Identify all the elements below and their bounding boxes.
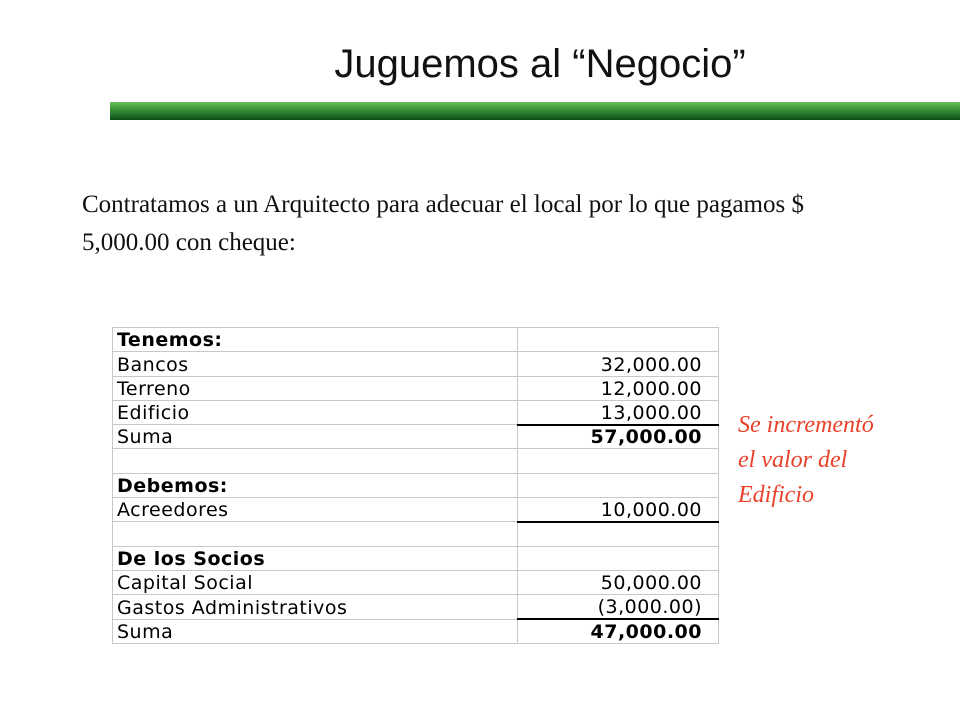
table-row [113, 473, 719, 497]
table-row [113, 425, 719, 449]
row-value-blank [518, 522, 719, 546]
row-value-acreedores: 10,000.00 [518, 498, 719, 522]
title-underline-bar [110, 102, 960, 120]
row-label-capital-social: Capital Social [113, 570, 518, 594]
row-label-blank [113, 449, 518, 473]
table-row [113, 619, 719, 643]
note-line: Se incrementó [738, 412, 874, 438]
row-value-blank [518, 449, 719, 473]
row-label-suma-activos: Suma [113, 425, 518, 449]
row-value-gastos-administrativos: (3,000.00) [518, 595, 719, 619]
row-value [518, 328, 719, 352]
row-label-blank [113, 522, 518, 546]
table-row [113, 595, 719, 619]
row-value [518, 473, 719, 497]
row-value [518, 546, 719, 570]
row-value-suma-activos: 57,000.00 [518, 425, 719, 449]
table-row [113, 376, 719, 400]
row-value-suma-capital: 47,000.00 [518, 619, 719, 643]
annotation-note [738, 408, 948, 513]
row-value-terreno: 12,000.00 [518, 376, 719, 400]
slide-title: Juguemos al “Negocio” [334, 42, 746, 86]
row-label-gastos-administrativos: Gastos Administrativos [113, 595, 518, 619]
row-label-bancos: Bancos [113, 352, 518, 376]
row-label-edificio: Edificio [113, 400, 518, 424]
note-line: el valor del [738, 447, 848, 473]
table-row [113, 546, 719, 570]
row-label-tenemos: Tenemos: [113, 328, 518, 352]
row-label-debemos: Debemos: [113, 473, 518, 497]
row-value-edificio: 13,000.00 [518, 400, 719, 424]
table-row [113, 400, 719, 424]
intro-text: Contratamos a un Arquitecto para adecuar el local por lo que pagamos $ 5,000.00 con cheque: [82, 191, 804, 256]
table-row [113, 352, 719, 376]
table-row [113, 328, 719, 352]
table-row [113, 498, 719, 522]
row-value-capital-social: 50,000.00 [518, 570, 719, 594]
row-value-bancos: 32,000.00 [518, 352, 719, 376]
table-row [113, 449, 719, 473]
table-row [113, 570, 719, 594]
table-row [113, 522, 719, 546]
row-label-terreno: Terreno [113, 376, 518, 400]
balance-sheet-table [112, 327, 719, 644]
row-label-de-los-socios: De los Socios [113, 546, 518, 570]
row-label-suma-capital: Suma [113, 619, 518, 643]
row-label-acreedores: Acreedores [113, 498, 518, 522]
note-line: Edificio [738, 482, 814, 508]
